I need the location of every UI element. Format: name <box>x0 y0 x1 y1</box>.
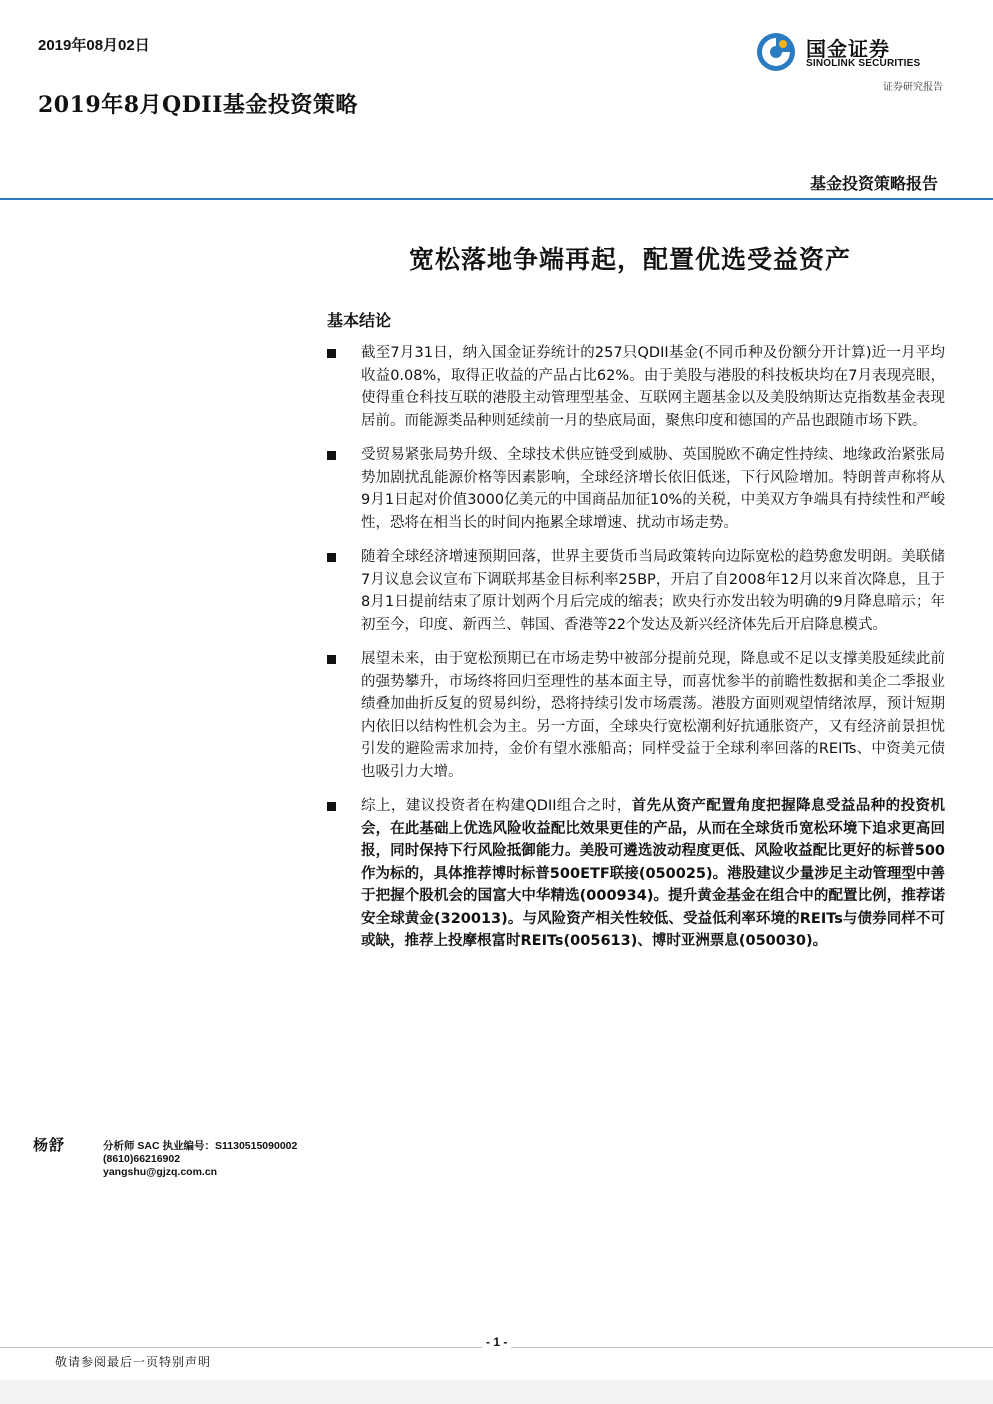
report-title: 2019年8月QDII基金投资策略 <box>38 92 358 118</box>
logo-subtitle: 证券研究报告 <box>883 82 943 93</box>
bullet-square-icon <box>327 655 336 664</box>
sinolink-logo-icon <box>756 32 796 72</box>
company-logo <box>756 32 946 76</box>
bullet-text-bold: 首先从资产配置角度把握降息受益品种的投资机会，在此基础上优选风险收益配比效果更佳的产品，从而在全球货币宽松环境下追求更高回报，同时保持下行风险抵御能力。美股可遴选波动程度更低、风险收益配比更好的标普500作为标的，具体推荐博时标普500ETF联接(050025)。港股建议少量涉足主动管理型中善于把握个股机会的国富大中华精选(000934)。提升黄金基金在组合中的配置比例，推荐诺安全球黄金(320013)。与风险资产相关性较低、受益低利率环境的REITs与债券同样不可或缺，推荐上投摩根富时REITs(005613)、博时亚洲票息(050030)。 <box>361 798 945 949</box>
bullet-square-icon <box>327 553 336 562</box>
section-title: 基本结论 <box>327 311 392 330</box>
bullet-item <box>325 648 945 783</box>
analyst-email[interactable]: yangshu@gjzq.com.cn <box>103 1166 218 1178</box>
bullet-text: 受贸易紧张局势升级、全球技术供应链受到威胁、英国脱欧不确定性持续、地缘政治紧张局势加剧扰乱能源价格等因素影响，全球经济增长依旧低迷，下行风险增加。特朗普声称将从9月1日起对价值3000亿美元的中国商品加征10%的关税，中美双方争端具有持续性和严峻性，恐将在相当长的时间内拖累全球增速、扰动市场走势。 <box>361 447 945 531</box>
analyst-info <box>103 1140 297 1179</box>
analyst-phone: (8610)66216902 <box>103 1153 181 1165</box>
bullet-list <box>325 342 945 965</box>
bullet-square-icon <box>327 802 336 811</box>
bullet-item <box>325 444 945 534</box>
report-date: 2019年08月02日 <box>38 37 150 54</box>
page-number: - 1 - <box>482 1335 511 1349</box>
bullet-text: 展望未来，由于宽松预期已在市场走势中被部分提前兑现，降息或不足以支撑美股延续此前的强势攀升，市场终将回归至理性的基本面主导，而喜忧参半的前瞻性数据和美企二季报业绩叠加曲折反复的贸易纠纷，恐将持续引发市场震荡。港股方面则观望情绪浓厚，预计短期内依旧以结构性机会为主。另一方面，全球央行宽松潮利好抗通胀资产，又有经济前景担忧引发的避险需求加持，金价有望水涨船高；同样受益于全球利率回落的REITs、中资美元债也吸引力大增。 <box>361 651 945 780</box>
bullet-square-icon <box>327 451 336 460</box>
logo-name-en: SINOLINK SECURITIES <box>806 58 921 69</box>
main-headline: 宽松落地争端再起，配置优选受益资产 <box>408 245 851 274</box>
report-type: 基金投资策略报告 <box>809 174 938 193</box>
bullet-square-icon <box>327 349 336 358</box>
bullet-item <box>325 795 945 953</box>
bullet-item <box>325 546 945 636</box>
header-divider <box>0 198 993 200</box>
bullet-text-lead: 综上，建议投资者在构建QDII组合之时， <box>361 798 632 814</box>
bullet-item <box>325 342 945 432</box>
disclaimer-note: 敬请参阅最后一页特别声明 <box>55 1355 212 1369</box>
analyst-name: 杨舒 <box>33 1136 66 1154</box>
analyst-license: 分析师 SAC 执业编号：S1130515090002 <box>103 1140 298 1152</box>
bottom-band <box>0 1380 993 1404</box>
logo-name-cn: 国金证券 <box>806 37 890 61</box>
bullet-text: 随着全球经济增速预期回落，世界主要货币当局政策转向边际宽松的趋势愈发明朗。美联储7月议息会议宣布下调联邦基金目标利率25BP，开启了自2008年12月以来首次降息，且于8月1日提前结束了原计划两个月后完成的缩表；欧央行亦发出较为明确的9月降息暗示；年初至今，印度、新西兰、韩国、香港等22个发达及新兴经济体先后开启降息模式。 <box>361 549 945 633</box>
bullet-text: 截至7月31日，纳入国金证券统计的257只QDII基金(不同币种及份额分开计算)近一月平均收益0.08%，取得正收益的产品占比62%。由于美股与港股的科技板块均在7月表现亮眼，使得重仓科技互联的港股主动管理型基金、互联网主题基金以及美股纳斯达克指数基金表现居前。而能源类品种则延续前一月的垫底局面，聚焦印度和德国的产品也跟随市场下跌。 <box>361 345 945 429</box>
